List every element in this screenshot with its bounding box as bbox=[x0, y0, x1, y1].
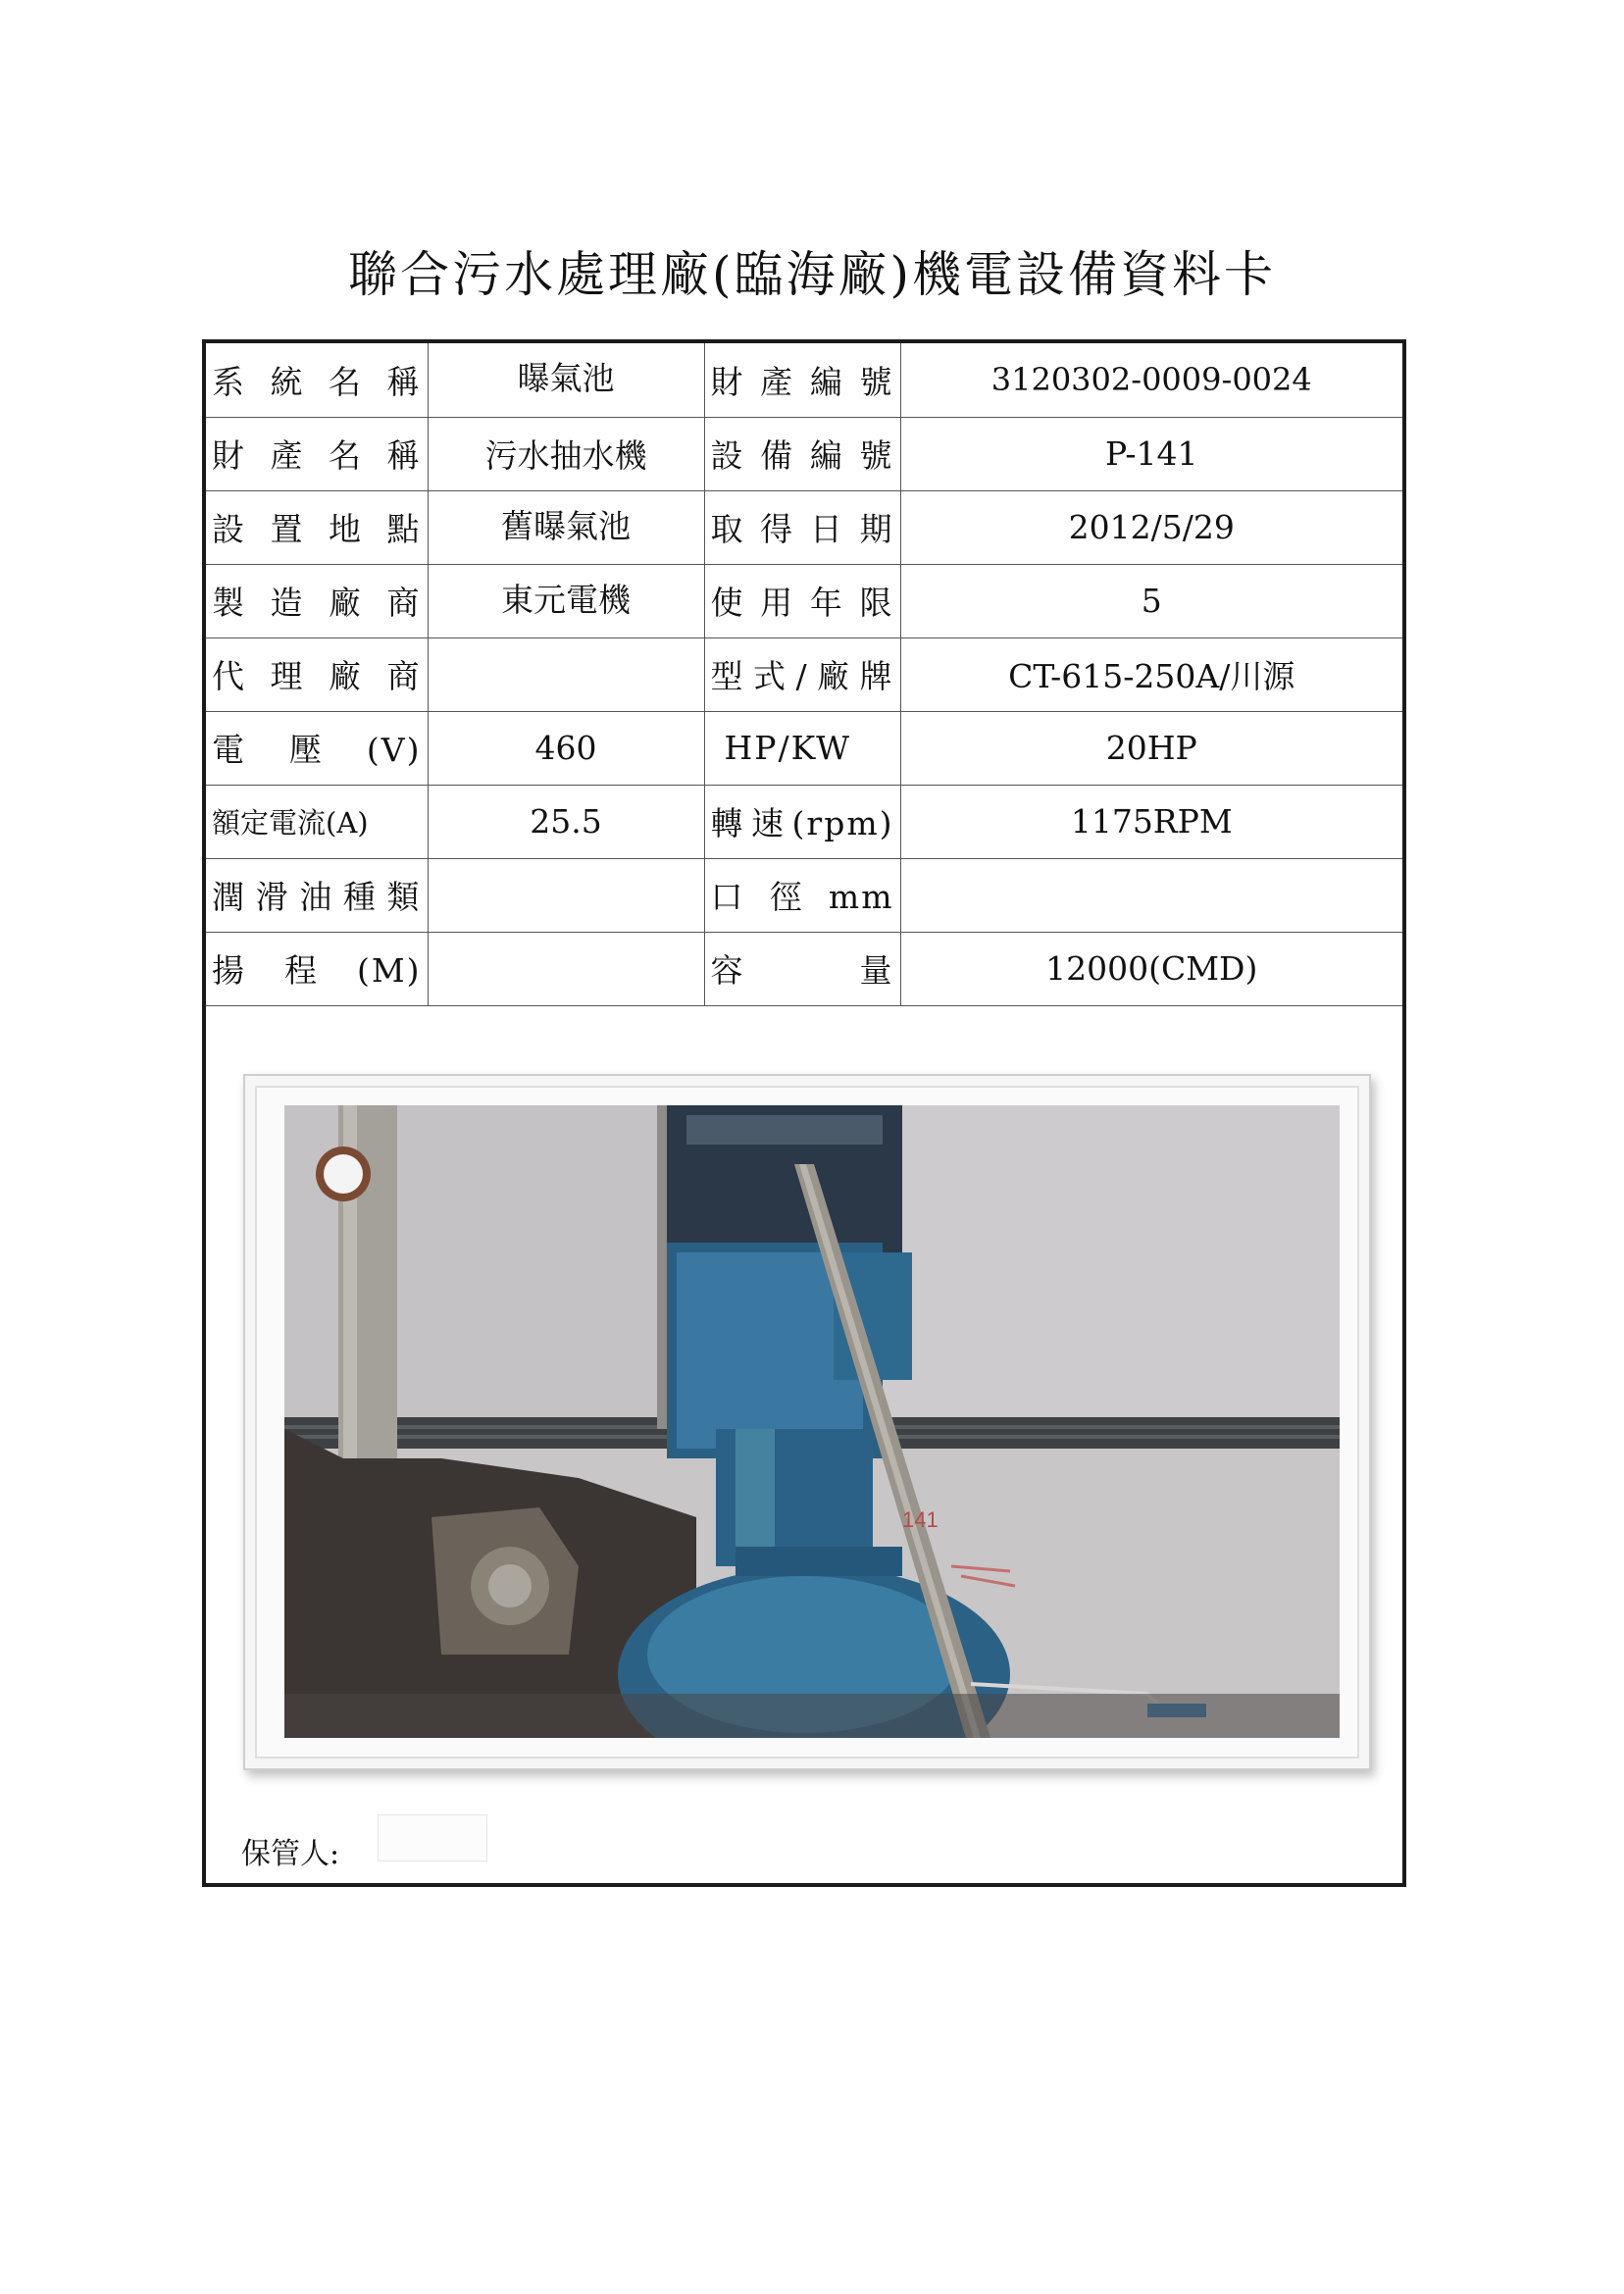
field-label: 製造廠商 bbox=[206, 564, 428, 637]
table-row bbox=[206, 564, 1402, 637]
field-label: 揚程(M) bbox=[206, 932, 428, 1005]
pump-photo bbox=[284, 1105, 1340, 1738]
field-label: 財產編號 bbox=[704, 343, 900, 417]
field-value: 12000(CMD) bbox=[900, 932, 1402, 1005]
field-value: 1175RPM bbox=[900, 785, 1402, 858]
table-row bbox=[206, 932, 1402, 1005]
field-label: 容量 bbox=[704, 932, 900, 1005]
photo-tag-text: 141 bbox=[902, 1507, 939, 1532]
table-row bbox=[206, 417, 1402, 490]
field-label: 設備編號 bbox=[704, 417, 900, 490]
table-row bbox=[206, 490, 1402, 564]
field-value: 東元電機 bbox=[428, 564, 704, 637]
field-value bbox=[900, 858, 1402, 932]
field-value: 舊曝氣池 bbox=[428, 490, 704, 564]
field-label: 財產名稱 bbox=[206, 417, 428, 490]
field-label: 電壓(V) bbox=[206, 711, 428, 785]
field-value: P-141 bbox=[900, 417, 1402, 490]
table-row bbox=[206, 343, 1402, 417]
field-value bbox=[428, 858, 704, 932]
field-label: 口徑mm bbox=[704, 858, 900, 932]
field-label: 轉速(rpm) bbox=[704, 785, 900, 858]
field-label: 潤滑油種類 bbox=[206, 858, 428, 932]
table-row bbox=[206, 858, 1402, 932]
field-value: 460 bbox=[428, 711, 704, 785]
field-value: CT-615-250A/川源 bbox=[900, 637, 1402, 711]
field-value bbox=[428, 637, 704, 711]
field-value: 曝氣池 bbox=[428, 343, 704, 417]
field-label: 取得日期 bbox=[704, 490, 900, 564]
field-label: 系統名稱 bbox=[206, 343, 428, 417]
document-title: 聯合污水處理廠(臨海廠)機電設備資料卡 bbox=[347, 246, 1276, 303]
field-label: 額定電流(A) bbox=[206, 785, 428, 858]
photo-frame bbox=[243, 1074, 1371, 1770]
field-label: 設置地點 bbox=[206, 490, 428, 564]
field-label: 型式/廠牌 bbox=[704, 637, 900, 711]
equipment-info-table bbox=[206, 343, 1402, 1006]
table-row bbox=[206, 785, 1402, 858]
field-label: 使用年限 bbox=[704, 564, 900, 637]
field-value: 污水抽水機 bbox=[428, 417, 704, 490]
field-value: 2012/5/29 bbox=[900, 490, 1402, 564]
equipment-card bbox=[202, 339, 1406, 1887]
table-row bbox=[206, 711, 1402, 785]
field-value: 25.5 bbox=[428, 785, 704, 858]
keeper-field[interactable] bbox=[378, 1814, 487, 1861]
field-label: HP/KW bbox=[704, 711, 900, 785]
keeper-label: 保管人: bbox=[241, 1837, 340, 1871]
field-value bbox=[428, 932, 704, 1005]
field-value: 5 bbox=[900, 564, 1402, 637]
field-value: 20HP bbox=[900, 711, 1402, 785]
table-row bbox=[206, 637, 1402, 711]
field-label: 代理廠商 bbox=[206, 637, 428, 711]
field-value: 3120302-0009-0024 bbox=[900, 343, 1402, 417]
